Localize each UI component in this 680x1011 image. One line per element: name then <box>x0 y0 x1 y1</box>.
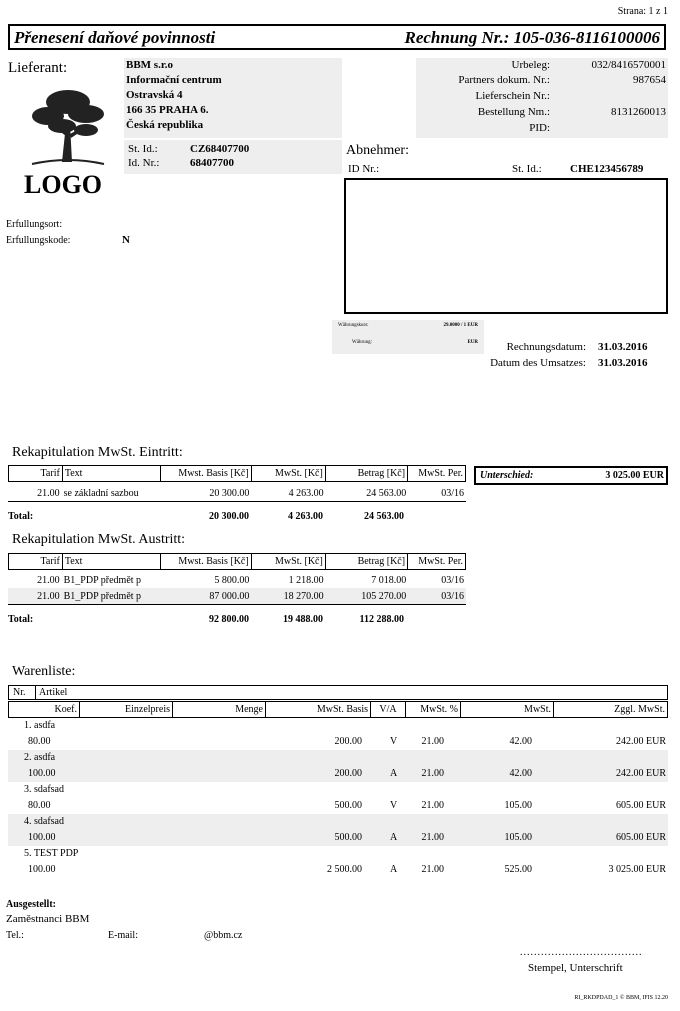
st-id-label: St. Id.: <box>128 143 158 155</box>
ref-label-4: PID: <box>529 122 550 134</box>
cell: se základní sazbou <box>62 485 161 502</box>
table-row <box>8 572 466 588</box>
cell: 03/16 <box>441 574 464 586</box>
item-va: V <box>390 736 398 747</box>
items-h-koef: Koef. <box>9 702 80 718</box>
list-item <box>8 846 668 878</box>
recap-out-h-per: MwSt. Per. <box>408 554 466 570</box>
recap-out-rows <box>8 572 466 605</box>
cell: B1_PDP předmět p <box>62 588 161 605</box>
cell: 7 018.00 <box>371 574 407 586</box>
items-header-1 <box>8 685 668 700</box>
item-pct: 21.00 <box>421 800 444 811</box>
item-pct: 21.00 <box>421 832 444 843</box>
cell: 21.00 <box>8 485 62 502</box>
item-name: 2. asdfa <box>24 752 56 763</box>
currency-box <box>332 320 484 354</box>
supplier-address <box>124 58 342 138</box>
cell: 24 563.00 <box>326 485 409 502</box>
cell: 1 218.00 <box>288 574 324 586</box>
recap-out-total-basis: 92 800.00 <box>209 614 249 625</box>
item-koef: 80.00 <box>28 736 51 747</box>
recap-in-h-basis: Mwst. Basis [Kč] <box>161 466 251 482</box>
fulfillment-code-label: Erfullungskode: <box>6 235 71 246</box>
recap-out-header <box>8 553 466 570</box>
signature-line: ................................... <box>520 947 643 958</box>
recap-out-h-basis: Mwst. Basis [Kč] <box>161 554 251 570</box>
recap-in-total-betrag: 24 563.00 <box>364 511 404 522</box>
fulfillment-code: N <box>122 234 130 246</box>
currency-label: Währung: <box>352 340 372 345</box>
recap-out-total-label: Total: <box>8 614 34 625</box>
items-h-nr: Nr. <box>13 687 26 698</box>
item-total: 3 025.00 EUR <box>608 864 666 875</box>
id-nr-value: 68407700 <box>190 157 234 169</box>
recap-out-title: Rekapitulation MwSt. Austritt: <box>12 532 186 547</box>
item-koef: 100.00 <box>28 768 56 779</box>
email-label: E-mail: <box>108 930 138 941</box>
item-total: 242.00 EUR <box>616 736 666 747</box>
items-h-artikel: Artikel <box>39 687 68 698</box>
item-koef: 100.00 <box>28 832 56 843</box>
currency-value: EUR <box>467 340 478 345</box>
recap-out-h-text: Text <box>62 554 161 570</box>
table-row <box>8 588 466 605</box>
cell: 4 263.00 <box>251 485 325 502</box>
item-pct: 21.00 <box>421 864 444 875</box>
id-nr-label: Id. Nr.: <box>128 157 160 169</box>
item-basis: 500.00 <box>334 832 362 843</box>
list-item <box>8 718 668 750</box>
recap-in-total-mwst: 4 263.00 <box>288 511 323 522</box>
supplier-line2: Informační centrum <box>126 74 222 86</box>
item-total: 242.00 EUR <box>616 768 666 779</box>
item-va: A <box>390 832 398 843</box>
item-total: 605.00 EUR <box>616 800 666 811</box>
issued-by: Zaměstnanci BBM <box>6 913 90 925</box>
item-va: A <box>390 864 398 875</box>
references-box <box>416 58 668 138</box>
item-koef: 100.00 <box>28 864 56 875</box>
supplier-name: BBM s.r.o <box>126 59 173 71</box>
item-basis: 200.00 <box>334 768 362 779</box>
cell: B1_PDP předmět p <box>63 574 142 586</box>
ref-value-0: 032/8416570001 <box>591 59 666 71</box>
divider <box>35 686 36 699</box>
supplier-ids <box>124 140 342 174</box>
customer-id-label: ID Nr.: <box>348 163 380 175</box>
recap-in-h-mwst: MwSt. [Kč] <box>251 466 325 482</box>
tax-date: 31.03.2016 <box>598 357 648 369</box>
item-total: 605.00 EUR <box>616 832 666 843</box>
cell: 03/16 <box>408 485 466 502</box>
document-title: Přenesení daňové povinnosti <box>14 28 216 47</box>
tel-label: Tel.: <box>6 930 24 941</box>
items-list <box>8 718 668 878</box>
item-basis: 200.00 <box>334 736 362 747</box>
item-mwst: 42.00 <box>509 736 532 747</box>
items-title: Warenliste: <box>12 664 76 679</box>
logo-tree-icon <box>28 84 108 166</box>
item-mwst: 105.00 <box>504 832 532 843</box>
item-mwst: 42.00 <box>509 768 532 779</box>
recap-out-total-betrag: 112 288.00 <box>359 614 404 625</box>
cell: 105 270.00 <box>326 588 409 605</box>
ref-value-3: 8131260013 <box>611 106 666 118</box>
item-name: 1. asdfa <box>24 720 56 731</box>
title-bar <box>8 24 666 50</box>
difference-box <box>474 466 668 485</box>
customer-st-id-label: St. Id.: <box>512 163 542 175</box>
footer-code: RI_RKDPDAD_1 © BBM, IFIS 12.20 <box>574 995 668 1001</box>
items-h-va: V/A <box>371 702 406 718</box>
customer-address-box <box>344 178 668 314</box>
item-name: 3. sdafsad <box>24 784 64 795</box>
item-mwst: 525.00 <box>504 864 532 875</box>
cell: 18 270.00 <box>251 588 325 605</box>
item-name: 5. TEST PDP <box>24 848 79 859</box>
invoice-number: Rechnung Nr.: 105-036-8116100006 <box>404 28 660 47</box>
items-h-total: Zggl. MwSt. <box>554 702 668 718</box>
supplier-city: 166 35 PRAHA 6. <box>126 104 209 116</box>
recap-out-h-betrag: Betrag [Kč] <box>325 554 407 570</box>
ref-label-3: Bestellung Nm.: <box>477 106 550 118</box>
supplier-street: Ostravská 4 <box>126 89 183 101</box>
item-pct: 21.00 <box>421 768 444 779</box>
difference-value: 3 025.00 EUR <box>605 470 664 481</box>
invoice-date-label: Rechnungsdatum: <box>506 341 586 353</box>
supplier-country: Česká republika <box>126 119 204 131</box>
logo-text: LOGO <box>24 170 103 199</box>
items-h-mwst: MwSt. <box>461 702 554 718</box>
supplier-label: Lieferant: <box>8 60 68 76</box>
recap-in-h-per: MwSt. Per. <box>408 466 466 482</box>
item-koef: 80.00 <box>28 800 51 811</box>
email-value: @bbm.cz <box>204 930 243 941</box>
ref-label-2: Lieferschein Nr.: <box>475 90 550 102</box>
cell: 20 300.00 <box>161 485 252 502</box>
recap-in-h-tarif: Tarif <box>9 466 63 482</box>
recap-in-header <box>8 465 466 482</box>
customer-label: Abnehmer: <box>346 143 409 158</box>
exchange-rate: 29.0000 / 1 EUR <box>443 323 478 328</box>
tax-date-label: Datum des Umsatzes: <box>490 357 586 369</box>
item-va: A <box>390 768 398 779</box>
signature-label: Stempel, Unterschrift <box>528 962 623 974</box>
item-mwst: 105.00 <box>504 800 532 811</box>
item-basis: 500.00 <box>334 800 362 811</box>
issued-label: Ausgestellt: <box>6 899 56 910</box>
ref-label-0: Urbeleg: <box>511 59 550 71</box>
exchange-rate-label: Währungskurs: <box>338 323 369 328</box>
items-header-2 <box>8 701 668 718</box>
items-h-basis: MwSt. Basis <box>266 702 371 718</box>
item-pct: 21.00 <box>421 736 444 747</box>
recap-out-total-mwst: 19 488.00 <box>283 614 323 625</box>
item-basis: 2 500.00 <box>327 864 362 875</box>
items-h-einzelpreis: Einzelpreis <box>80 702 173 718</box>
ref-label-1: Partners dokum. Nr.: <box>458 74 550 86</box>
cell: 5 800.00 <box>214 574 250 586</box>
recap-in-total-basis: 20 300.00 <box>209 511 249 522</box>
list-item <box>8 782 668 814</box>
recap-out-h-mwst: MwSt. [Kč] <box>251 554 325 570</box>
st-id-value: CZ68407700 <box>190 143 250 155</box>
item-va: V <box>390 800 398 811</box>
ref-value-1: 987654 <box>633 74 666 86</box>
customer-st-id: CHE123456789 <box>570 163 644 175</box>
invoice-date: 31.03.2016 <box>598 341 648 353</box>
fulfillment-place-label: Erfullungsort: <box>6 219 63 230</box>
recap-in-title: Rekapitulation MwSt. Eintritt: <box>12 445 183 460</box>
recap-in-total-label: Total: <box>8 511 34 522</box>
page-counter: Strana: 1 z 1 <box>617 6 668 17</box>
recap-in-h-betrag: Betrag [Kč] <box>325 466 407 482</box>
items-h-menge: Menge <box>173 702 266 718</box>
items-h-pct: MwSt. % <box>406 702 461 718</box>
list-item <box>8 750 668 782</box>
item-name: 4. sdafsad <box>24 816 64 827</box>
recap-in-h-text: Text <box>62 466 161 482</box>
recap-out-h-tarif: Tarif <box>9 554 63 570</box>
cell: 21.00 <box>37 574 60 586</box>
cell: 21.00 <box>8 588 62 605</box>
table-row <box>8 485 466 502</box>
difference-label: Unterschied: <box>480 470 534 481</box>
recap-in-rows <box>8 485 466 502</box>
list-item <box>8 814 668 846</box>
cell: 87 000.00 <box>161 588 252 605</box>
cell: 03/16 <box>408 588 466 605</box>
